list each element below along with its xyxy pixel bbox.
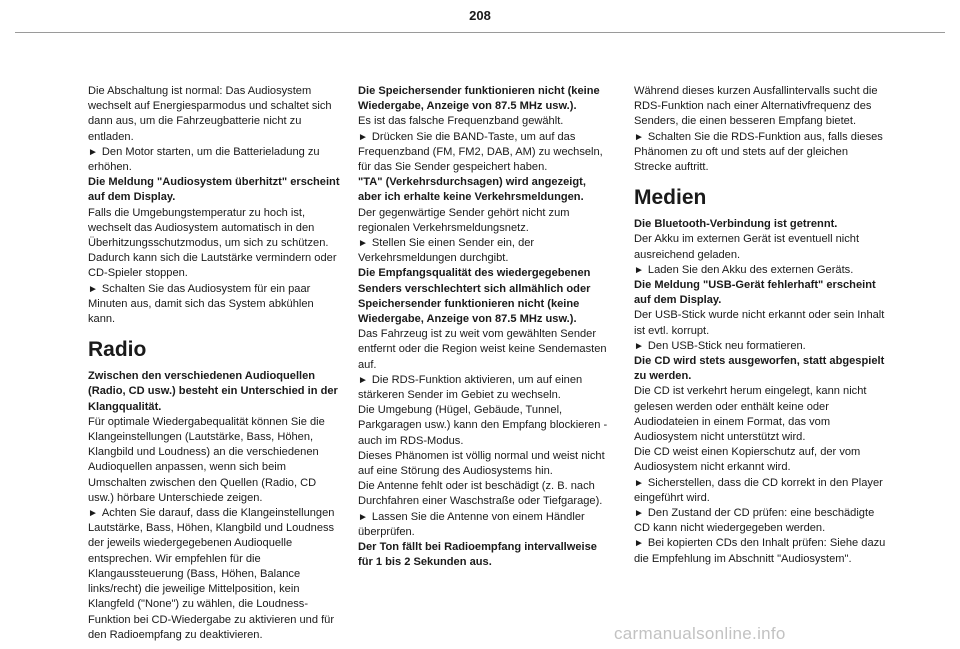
bullet-arrow-icon: ► — [634, 340, 644, 352]
problem-heading: Der Ton fällt bei Radioempfang intervallweise für 1 bis 2 Sekunden aus. — [358, 541, 597, 569]
bullet-arrow-icon: ► — [88, 146, 98, 158]
page-number: 208 — [469, 8, 491, 23]
header-divider — [15, 32, 945, 33]
bullet-arrow-icon: ► — [634, 477, 644, 489]
instruction-text: Bei kopierten CDs den Inhalt prüfen: Siehe dazu die Empfehlung im Abschnitt "Audiosystem". — [634, 537, 886, 565]
text-column-2 — [358, 84, 612, 571]
instruction-text: Schalten Sie das Audiosystem für ein paar Minuten aus, damit sich das System abkühlen kann. — [88, 282, 314, 326]
body-paragraph: Die Umgebung (Hügel, Gebäude, Tunnel, Parkgaragen usw.) kann den Empfang blockieren - auch im RDS-Modus. — [358, 404, 608, 447]
body-paragraph: Der gegenwärtige Sender gehört nicht zum regionalen Verkehrsmeldungsnetz. — [358, 206, 570, 234]
problem-heading: Die CD wird stets ausgeworfen, statt abgespielt zu werden. — [634, 355, 885, 383]
body-paragraph: Die Abschaltung ist normal: Das Audiosystem wechselt auf Energiesparmodus und schaltet sich dann aus, um die Fahrzeugbatterie nicht zu entladen. — [88, 85, 332, 143]
body-paragraph: Die CD ist verkehrt herum eingelegt, kann nicht gelesen werden oder enthält keine oder Audiodateien in einem Format, das vom Audiosystem nicht unterstützt wird. — [634, 385, 867, 444]
body-paragraph: Dieses Phänomen ist völlig normal und weist nicht auf eine Störung des Audiosystems hin. — [358, 449, 605, 478]
instruction-item — [358, 130, 612, 176]
section-heading: Medien — [634, 186, 707, 210]
problem-heading: Die Meldung "Audiosystem überhitzt" erscheint auf dem Display. — [88, 176, 340, 204]
instruction-text: Stellen Sie einen Sender ein, der Verkehrsmeldungen durchgibt. — [358, 237, 535, 265]
body-paragraph: Falls die Umgebungstemperatur zu hoch ist, wechselt das Audiosystem automatisch in den Überhitzungsschutzmodus, um sich zu schützen. Dadurch kann sich die Lautstärke vermindern oder CD-Spieler stoppen. — [88, 206, 337, 280]
bullet-arrow-icon: ► — [358, 374, 368, 386]
bullet-arrow-icon: ► — [634, 264, 644, 276]
bullet-arrow-icon: ► — [88, 508, 98, 520]
body-paragraph: Der USB-Stick wurde nicht erkannt oder sein Inhalt ist evtl. korrupt. — [634, 309, 885, 337]
instruction-item — [358, 510, 612, 540]
bullet-arrow-icon: ► — [358, 238, 368, 250]
problem-heading: Die Speichersender funktionieren nicht (keine Wiedergabe, Anzeige von 87.5 MHz usw.). — [358, 85, 600, 113]
instruction-text: Den Zustand der CD prüfen: eine beschädigte CD kann nicht wiedergegeben werden. — [634, 507, 875, 535]
instruction-item — [88, 282, 342, 328]
instruction-text: Den USB-Stick neu formatieren. — [647, 339, 806, 352]
problem-heading: Die Bluetooth-Verbindung ist getrennt. — [634, 218, 838, 231]
instruction-item — [634, 130, 888, 176]
body-paragraph: Das Fahrzeug ist zu weit vom gewählten Sender entfernt oder die Region weist keine Sendemasten auf. — [358, 328, 607, 371]
instruction-item — [358, 236, 612, 266]
instruction-item — [634, 536, 888, 566]
instruction-text: Die RDS-Funktion aktivieren, um auf einen stärkeren Sender im Gebiet zu wechseln. — [358, 373, 583, 402]
instruction-text: Achten Sie darauf, dass die Klangeinstellungen Lautstärke, Bass, Höhen, Klangbild und Loudness der jeweils wiedergegebenen Audioquelle entsprechen. Wir empfehlen für die Klangaussteuerung (Bass, Höhen, Balance links/recht) die jeweilige Mittelposition, kein Klangfeld ("None") zu wählen, die Loudness-Funktion bei CD-Wiedergabe zu aktivieren und für den Radioempfang zu deaktivieren. — [88, 507, 335, 641]
section-heading: Radio — [88, 338, 147, 362]
problem-heading: Die Empfangsqualität des wiedergegebenen Senders verschlechtert sich allmählich oder Speichersender funktionieren nicht (keine Wiedergabe, Anzeige von 87.5 MHz usw.). — [358, 267, 591, 326]
instruction-text: Sicherstellen, dass die CD korrekt in den Player eingeführt wird. — [634, 476, 883, 504]
instruction-item — [634, 339, 888, 354]
instruction-text: Den Motor starten, um die Batterieladung zu erhöhen. — [88, 145, 320, 174]
problem-heading: Die Meldung "USB-Gerät fehlerhaft" erscheint auf dem Display. — [634, 279, 876, 307]
instruction-item — [634, 476, 888, 506]
bullet-arrow-icon: ► — [358, 131, 368, 143]
body-paragraph: Die CD weist einen Kopierschutz auf, der vom Audiosystem nicht erkannt wird. — [634, 446, 861, 474]
instruction-item — [634, 263, 888, 278]
instruction-text: Laden Sie den Akku des externen Geräts. — [647, 263, 854, 276]
bullet-arrow-icon: ► — [634, 538, 644, 550]
instruction-item — [634, 506, 888, 536]
body-paragraph: Während dieses kurzen Ausfallintervalls sucht die RDS-Funktion nach einer Alternativfrequenz des Senders, die einen besseren Empfang bietet. — [634, 85, 878, 128]
text-column-3 — [634, 84, 888, 567]
watermark: carmanualsonline.info — [614, 624, 786, 643]
instruction-text: Drücken Sie die BAND-Taste, um auf das Frequenzband (FM, FM2, DAB, AM) zu wechseln, für das Sie Sender gespeichert haben. — [358, 130, 603, 174]
instruction-item — [88, 145, 342, 175]
body-paragraph: Es ist das falsche Frequenzband gewählt. — [358, 115, 564, 128]
body-paragraph: Der Akku im externen Gerät ist eventuell nicht ausreichend geladen. — [634, 233, 860, 261]
instruction-item — [88, 506, 342, 643]
instruction-text: Schalten Sie die RDS-Funktion aus, falls dieses Phänomen zu oft und stets auf der gleichen Strecke auftritt. — [634, 130, 883, 174]
bullet-arrow-icon: ► — [358, 511, 368, 523]
body-paragraph: Für optimale Wiedergabequalität können Sie die Klangeinstellungen (Lautstärke, Bass, Höhen, Klangbild und Loudness) an die verschiedenen Audioquellen anpassen, wenn sich beim Umschalten zwischen den Quellen (Radio, CD usw.) hörbare Unterschiede zeigen. — [88, 415, 325, 504]
instruction-item — [358, 373, 612, 403]
bullet-arrow-icon: ► — [634, 508, 644, 520]
bullet-arrow-icon: ► — [88, 283, 98, 295]
bullet-arrow-icon: ► — [634, 131, 644, 143]
problem-heading: "TA" (Verkehrsdurchsagen) wird angezeigt, aber ich erhalte keine Verkehrsmeldungen. — [358, 176, 586, 204]
text-column-1 — [88, 84, 342, 643]
problem-heading: Zwischen den verschiedenen Audioquellen (Radio, CD usw.) besteht ein Unterschied in der Klangqualität. — [88, 370, 338, 413]
body-paragraph: Die Antenne fehlt oder ist beschädigt (z. B. nach Durchfahren einer Waschstraße oder Tiefgarage). — [358, 480, 603, 508]
instruction-text: Lassen Sie die Antenne von einem Händler überprüfen. — [358, 510, 585, 538]
